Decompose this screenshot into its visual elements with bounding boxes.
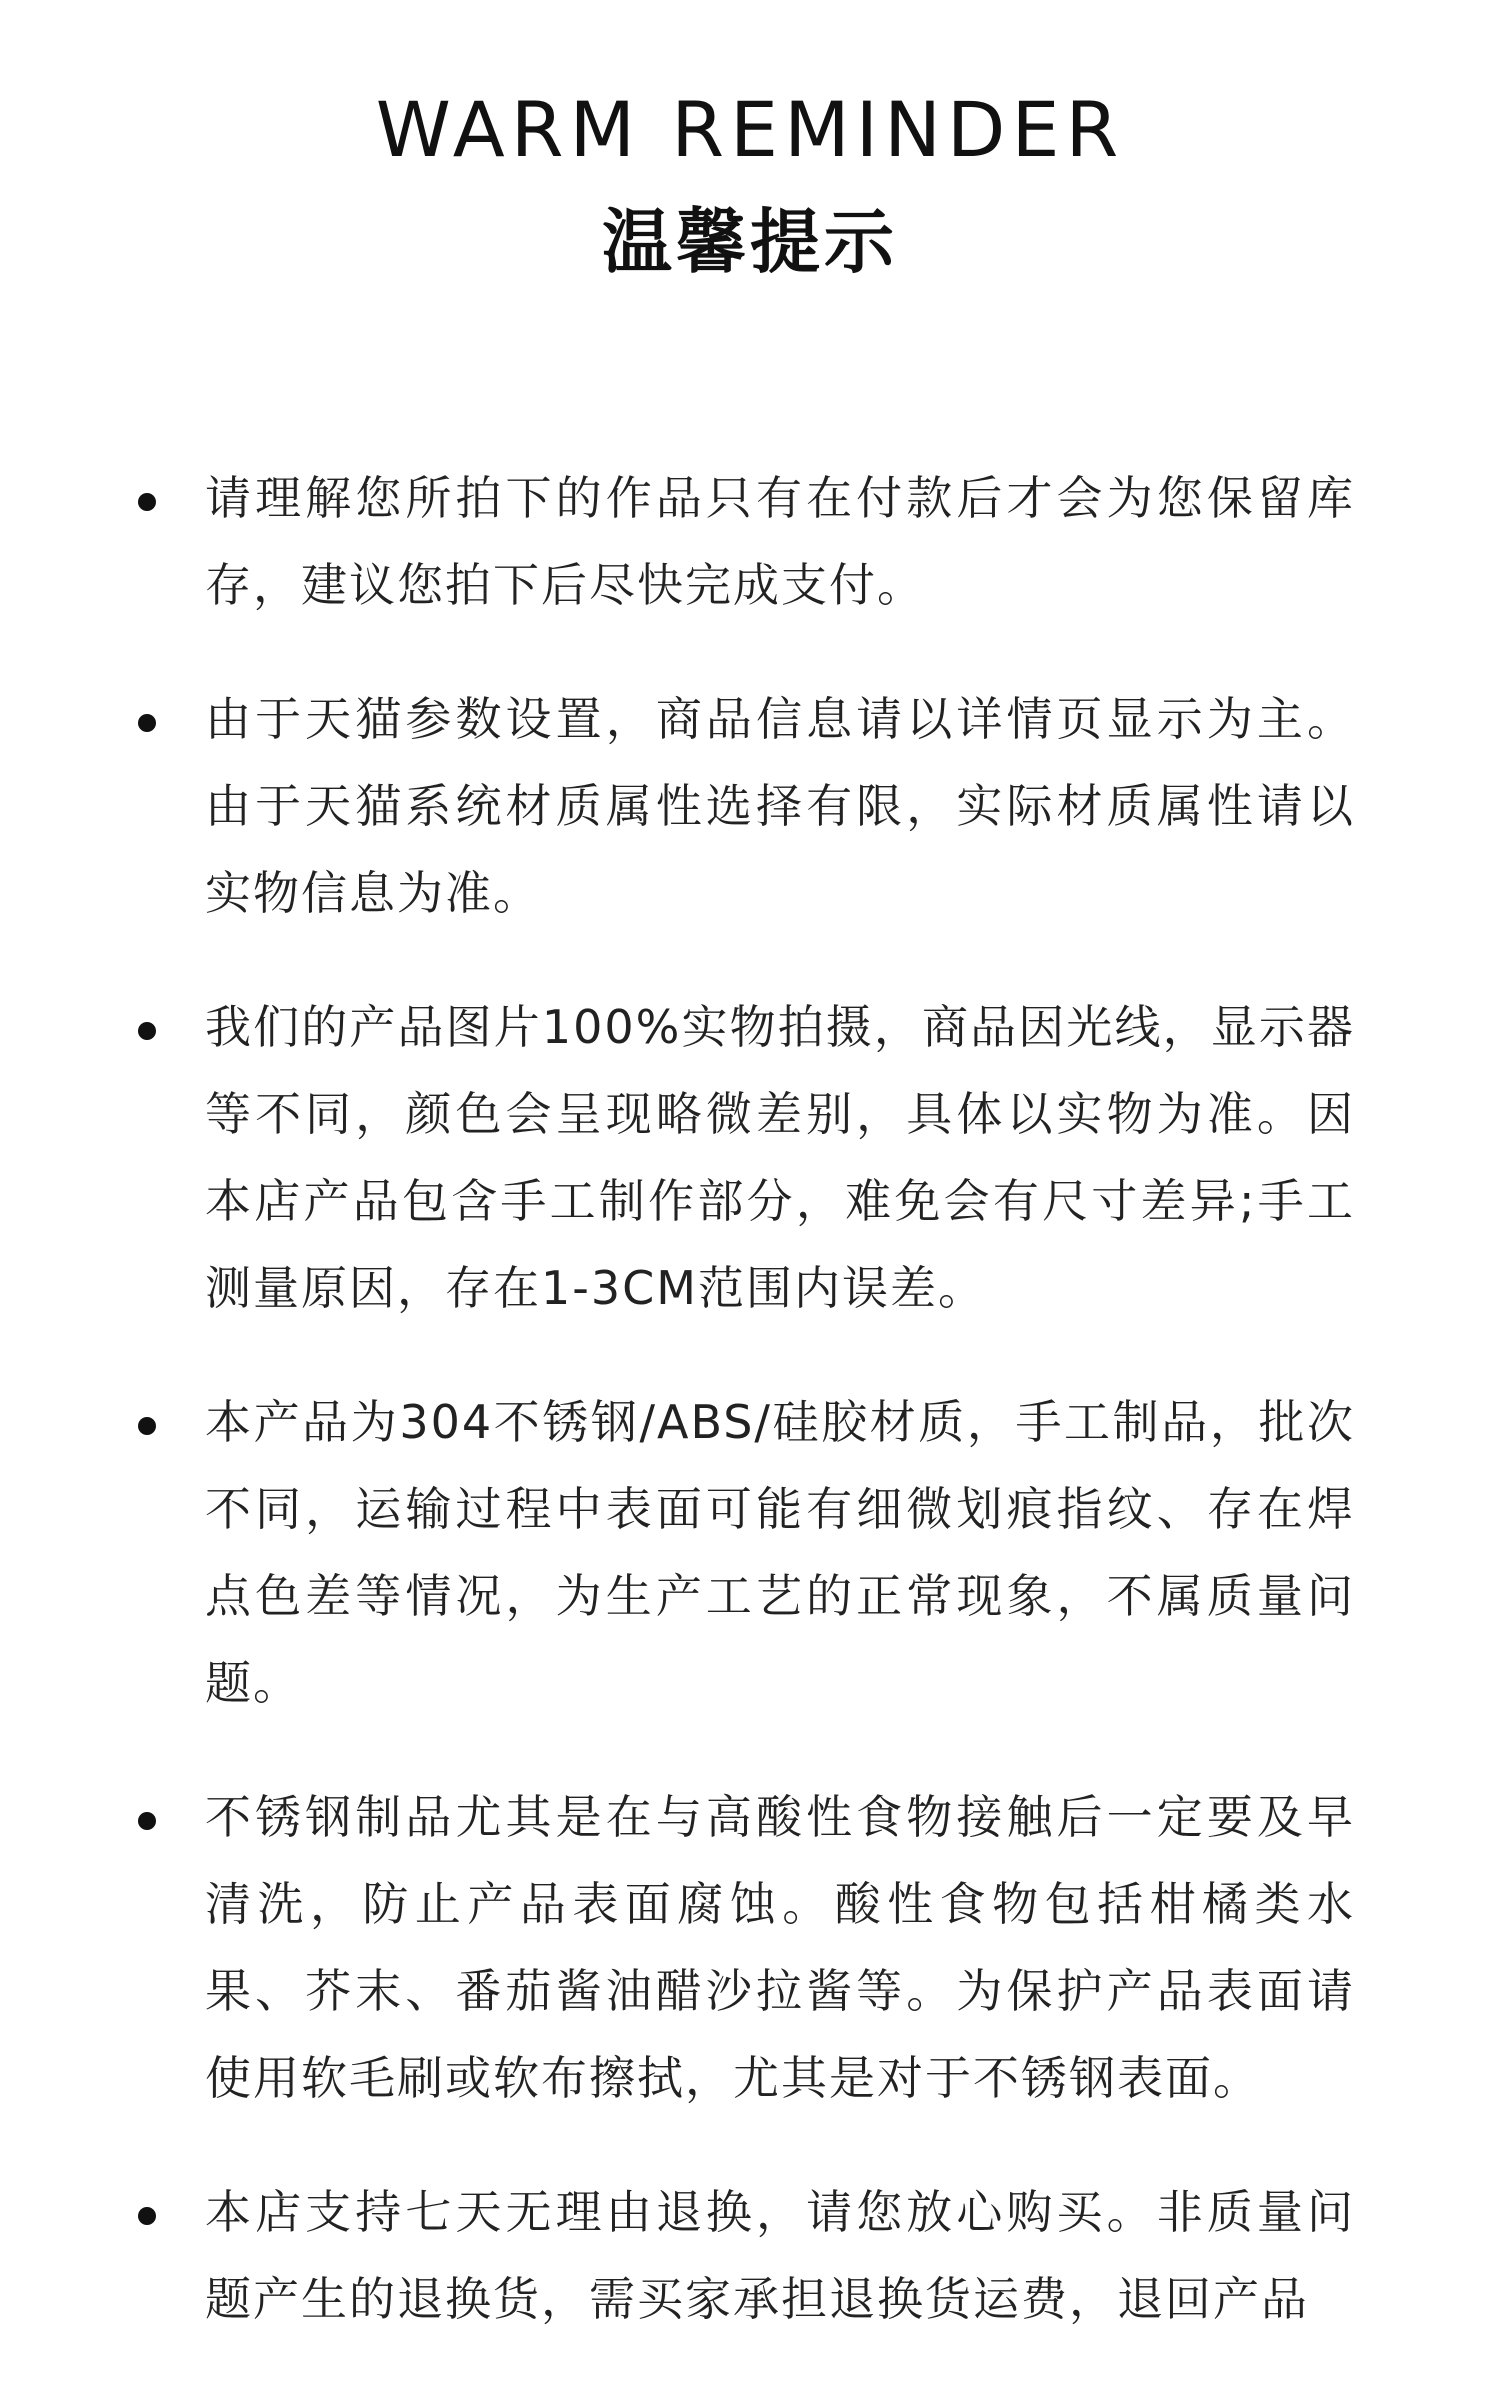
reminder-text: 本店支持七天无理由退换，请您放心购买。非质量问题产生的退换货，需买家承担退换货运费，退回产品 — [205, 2185, 1355, 2326]
reminder-text: 请理解您所拍下的作品只有在付款后才会为您保留库存，建议您拍下后尽快完成支付。 — [205, 471, 1355, 612]
bullet-dot-icon — [138, 1417, 156, 1435]
bullet-dot-icon — [138, 1022, 156, 1040]
reminder-list — [0, 455, 1500, 2390]
reminder-text: 由于天猫参数设置，商品信息请以详情页显示为主。由于天猫系统材质属性选择有限，实际材质属性请以实物信息为准。 — [205, 692, 1355, 920]
reminder-text: 我们的产品图片100%实物拍摄，商品因光线，显示器等不同，颜色会呈现略微差别，具体以实物为准。因本店产品包含手工制作部分，难免会有尺寸差异;手工测量原因，存在1-3CM范围内误差。 — [205, 1000, 1355, 1315]
reminder-text: 不锈钢制品尤其是在与高酸性食物接触后一定要及早清洗，防止产品表面腐蚀。酸性食物包括柑橘类水果、芥末、番茄酱油醋沙拉酱等。为保护产品表面请使用软毛刷或软布擦拭，尤其是对于不锈钢表面。 — [205, 1790, 1355, 2105]
reminder-item — [0, 1379, 1500, 1727]
bullet-dot-icon — [138, 714, 156, 732]
reminder-item — [0, 984, 1500, 1332]
reminder-item — [0, 455, 1500, 629]
reminder-text: 本产品为304不锈钢/ABS/硅胶材质，手工制品，批次不同，运输过程中表面可能有细微划痕指纹、存在焊点色差等情况，为生产工艺的正常现象，不属质量问题。 — [205, 1395, 1355, 1710]
title-chinese: 温馨提示 — [602, 201, 898, 283]
reminder-item — [0, 676, 1500, 937]
bullet-dot-icon — [138, 2207, 156, 2225]
bullet-dot-icon — [138, 493, 156, 511]
page-header — [0, 72, 1500, 292]
title-english: WARM REMINDER — [375, 85, 1125, 174]
reminder-item — [0, 1774, 1500, 2122]
reminder-item — [0, 2169, 1500, 2343]
bullet-dot-icon — [138, 1812, 156, 1830]
